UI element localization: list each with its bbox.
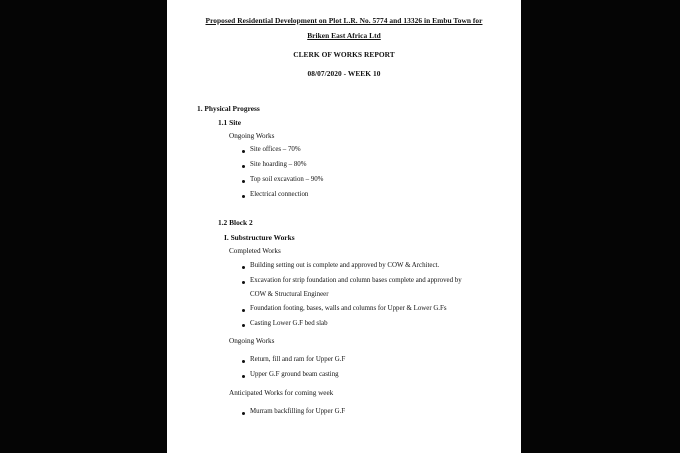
list-item: Building setting out is complete and approved by COW & Architect. bbox=[250, 262, 440, 269]
anticipated-works-label: Anticipated Works for coming week bbox=[229, 389, 334, 397]
list-item: Excavation for strip foundation and column bases complete and approved by bbox=[250, 277, 462, 284]
bullet-icon bbox=[242, 412, 245, 415]
bullet-icon bbox=[242, 266, 245, 269]
bullet-icon bbox=[242, 360, 245, 363]
list-item: Murram backfilling for Upper G.F bbox=[250, 408, 346, 415]
list-item: Top soil excavation – 90% bbox=[250, 176, 324, 183]
site-ongoing-label: Ongoing Works bbox=[229, 132, 275, 140]
list-item: Electrical connection bbox=[250, 191, 309, 198]
scrollbar[interactable] bbox=[674, 0, 680, 453]
block2-ongoing-label: Ongoing Works bbox=[229, 337, 275, 345]
bullet-icon bbox=[242, 165, 245, 168]
section-physical-progress-heading: 1. Physical Progress bbox=[197, 104, 260, 113]
report-title: CLERK OF WORKS REPORT bbox=[293, 50, 395, 59]
list-item: Site offices – 70% bbox=[250, 146, 301, 153]
list-item: Upper G.F ground beam casting bbox=[250, 371, 339, 378]
bullet-icon bbox=[242, 150, 245, 153]
bullet-icon bbox=[242, 180, 245, 183]
list-item: Site hoarding – 80% bbox=[250, 161, 307, 168]
project-title-line-2: Briken East Africa Ltd bbox=[307, 31, 381, 40]
bullet-icon bbox=[242, 375, 245, 378]
list-item-continuation: COW & Structural Engineer bbox=[250, 291, 329, 298]
completed-works-label: Completed Works bbox=[229, 247, 281, 255]
bullet-icon bbox=[242, 309, 245, 312]
bullet-icon bbox=[242, 324, 245, 327]
document-page bbox=[167, 0, 521, 453]
bullet-icon bbox=[242, 195, 245, 198]
subsection-site-heading: 1.1 Site bbox=[218, 118, 241, 127]
substructure-heading: I. Substructure Works bbox=[224, 233, 295, 242]
bullet-icon bbox=[242, 281, 245, 284]
report-date: 08/07/2020 - WEEK 10 bbox=[307, 69, 381, 78]
list-item: Foundation footing, bases, walls and columns for Upper & Lower G.Fs bbox=[250, 305, 447, 312]
project-title-line-1: Proposed Residential Development on Plot L.R. No. 5774 and 13326 in Embu Town for bbox=[205, 16, 483, 25]
list-item: Return, fill and ram for Upper G.F bbox=[250, 356, 346, 363]
list-item: Casting Lower G.F bed slab bbox=[250, 320, 328, 327]
subsection-block2-heading: 1.2 Block 2 bbox=[218, 218, 253, 227]
